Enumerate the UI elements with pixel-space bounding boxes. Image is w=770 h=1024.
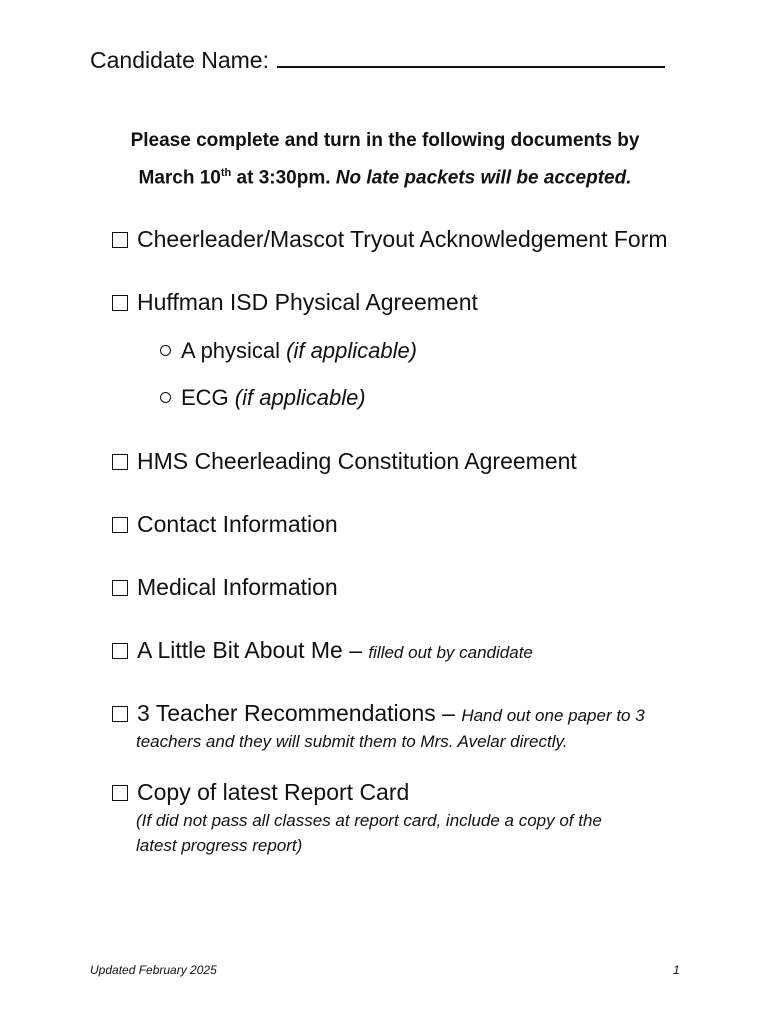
- checkbox[interactable]: [112, 517, 128, 533]
- checklist-item-contact-info: [112, 511, 338, 538]
- candidate-name-blank[interactable]: [277, 46, 665, 68]
- deadline-time: at 3:30pm.: [231, 167, 336, 189]
- checklist-item-note-continued: latest progress report): [136, 836, 303, 855]
- checklist-item-label: A Little Bit About Me –: [137, 637, 369, 663]
- checkbox[interactable]: [112, 785, 128, 801]
- checklist-item-note: Hand out one paper to 3: [461, 706, 645, 725]
- checklist-item-constitution: [112, 448, 577, 475]
- footer-updated: Updated February 2025: [90, 963, 217, 977]
- sub-item-label: A physical: [181, 338, 287, 363]
- checklist-item-label: Copy of latest Report Card: [137, 779, 410, 805]
- checklist-item-label: HMS Cheerleading Constitution Agreement: [137, 448, 577, 474]
- sub-item-physical: [160, 338, 417, 364]
- checkbox[interactable]: [112, 454, 128, 470]
- instructions: [0, 125, 770, 194]
- deadline-date: March 10: [138, 167, 221, 189]
- checklist-item-label: Cheerleader/Mascot Tryout Acknowledgement Form: [137, 226, 668, 252]
- checkbox[interactable]: [112, 643, 128, 659]
- footer-page-number: 1: [673, 963, 680, 977]
- checkbox[interactable]: [112, 706, 128, 722]
- circle-bullet-icon: [160, 392, 171, 403]
- sub-item-note: (if applicable): [286, 338, 418, 363]
- checklist-item-note: (If did not pass all classes at report card, include a copy of the: [136, 811, 602, 830]
- candidate-name-field: [90, 46, 665, 74]
- sub-item-ecg: [160, 385, 366, 411]
- candidate-name-label: Candidate Name:: [90, 47, 269, 73]
- circle-bullet-icon: [160, 345, 171, 356]
- checkbox[interactable]: [112, 295, 128, 311]
- checklist-item-label: Medical Information: [137, 574, 338, 600]
- checklist-item-physical-agreement: [112, 289, 478, 316]
- checklist-item-report-card: [112, 779, 409, 806]
- instructions-line-1: Please complete and turn in the following documents by: [130, 130, 640, 151]
- checkbox[interactable]: [112, 232, 128, 248]
- deadline-date-suffix: th: [220, 167, 232, 179]
- sub-item-note: (if applicable): [234, 385, 366, 410]
- checklist-item-label: Huffman ISD Physical Agreement: [137, 289, 478, 315]
- checklist-item-medical-info: [112, 574, 338, 601]
- checklist-item-note-continued: teachers and they will submit them to Mrs. Avelar directly.: [136, 732, 568, 751]
- checklist-item-teacher-recs: [112, 700, 645, 727]
- instructions-line-2: [0, 157, 770, 194]
- checklist-item-label: Contact Information: [137, 511, 338, 537]
- late-warning: No late packets will be accepted.: [335, 167, 632, 189]
- checkbox[interactable]: [112, 580, 128, 596]
- checklist-item-tryout-form: [112, 226, 668, 253]
- checklist-item-note: filled out by candidate: [368, 643, 533, 662]
- checklist-item-about-me: [112, 637, 533, 664]
- checklist-item-label: 3 Teacher Recommendations –: [137, 700, 462, 726]
- sub-item-label: ECG: [181, 385, 235, 410]
